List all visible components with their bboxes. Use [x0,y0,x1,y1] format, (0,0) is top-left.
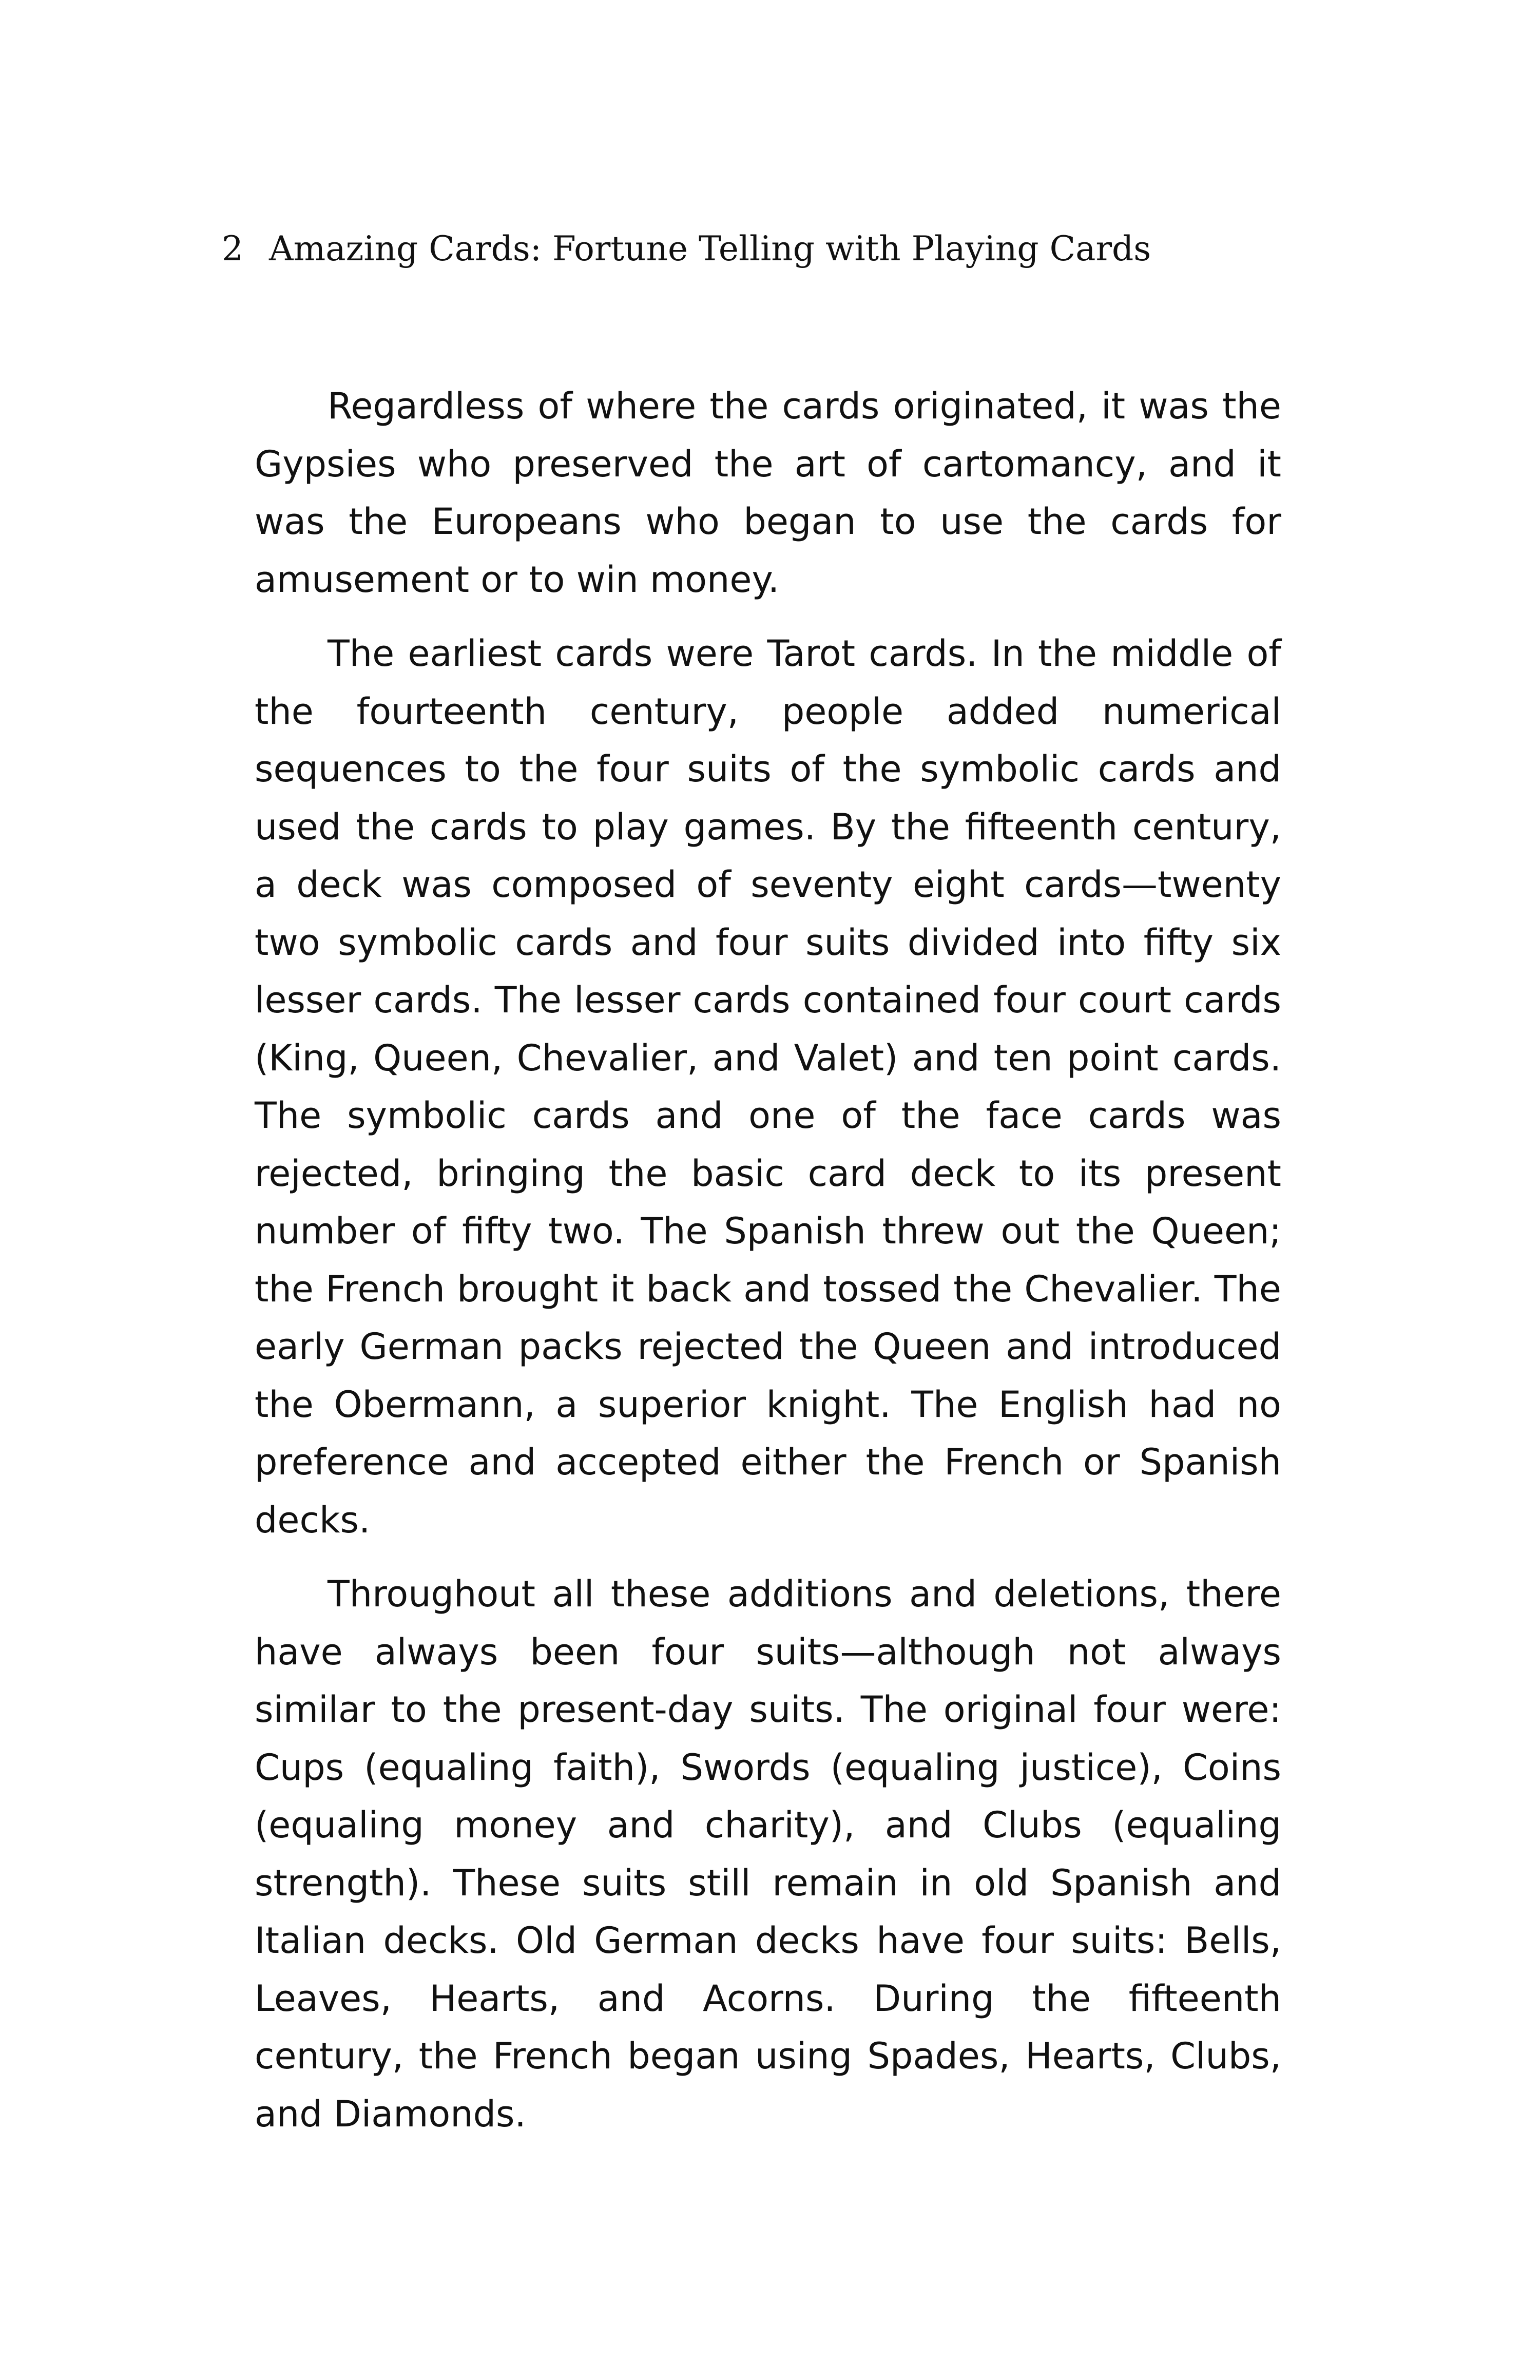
paragraph: Throughout all these additions and deletions, there have always been four suits—although not always similar to the present-day suits. The original four were: Cups (equaling faith), Swords (equaling justice), Coins (equaling money and charity), and Clubs (equaling strength). These suits still remain in old Spanish and Italian decks. Old German decks have four suits: Bells, Leaves, Hearts, and Acorns. During the fifteenth century, the French began using Spades, Hearts, Clubs, and Diamonds. [255,1573,1281,2135]
page-number: 2 [222,229,243,268]
running-head [222,226,1320,272]
paragraph: Regardless of where the cards originated, it was the Gypsies who preserved the art of cartomancy, and it was the Europeans who began to use the cards for amusement or to win money. [255,385,1281,601]
paragraph: The earliest cards were Tarot cards. In the middle of the fourteenth century, people added numerical sequences to the four suits of the symbolic cards and used the cards to play games. By the fifteenth century, a deck was composed of seventy eight cards—twenty two symbolic cards and four suits divided into fifty six lesser cards. The lesser cards contained four court cards (King, Queen, Chevalier, and Valet) and ten point cards. The symbolic cards and one of the face cards was rejected, bringing the basic card deck to its present number of fifty two. The Spanish threw out the Queen; the French brought it back and tossed the Chevalier. The early German packs rejected the Queen and introduced the Obermann, a superior knight. The English had no preference and accepted either the French or Spanish decks. [255,632,1281,1541]
body-text [255,377,1281,2143]
running-title: Amazing Cards: Fortune Telling with Playing Cards [269,229,1151,268]
